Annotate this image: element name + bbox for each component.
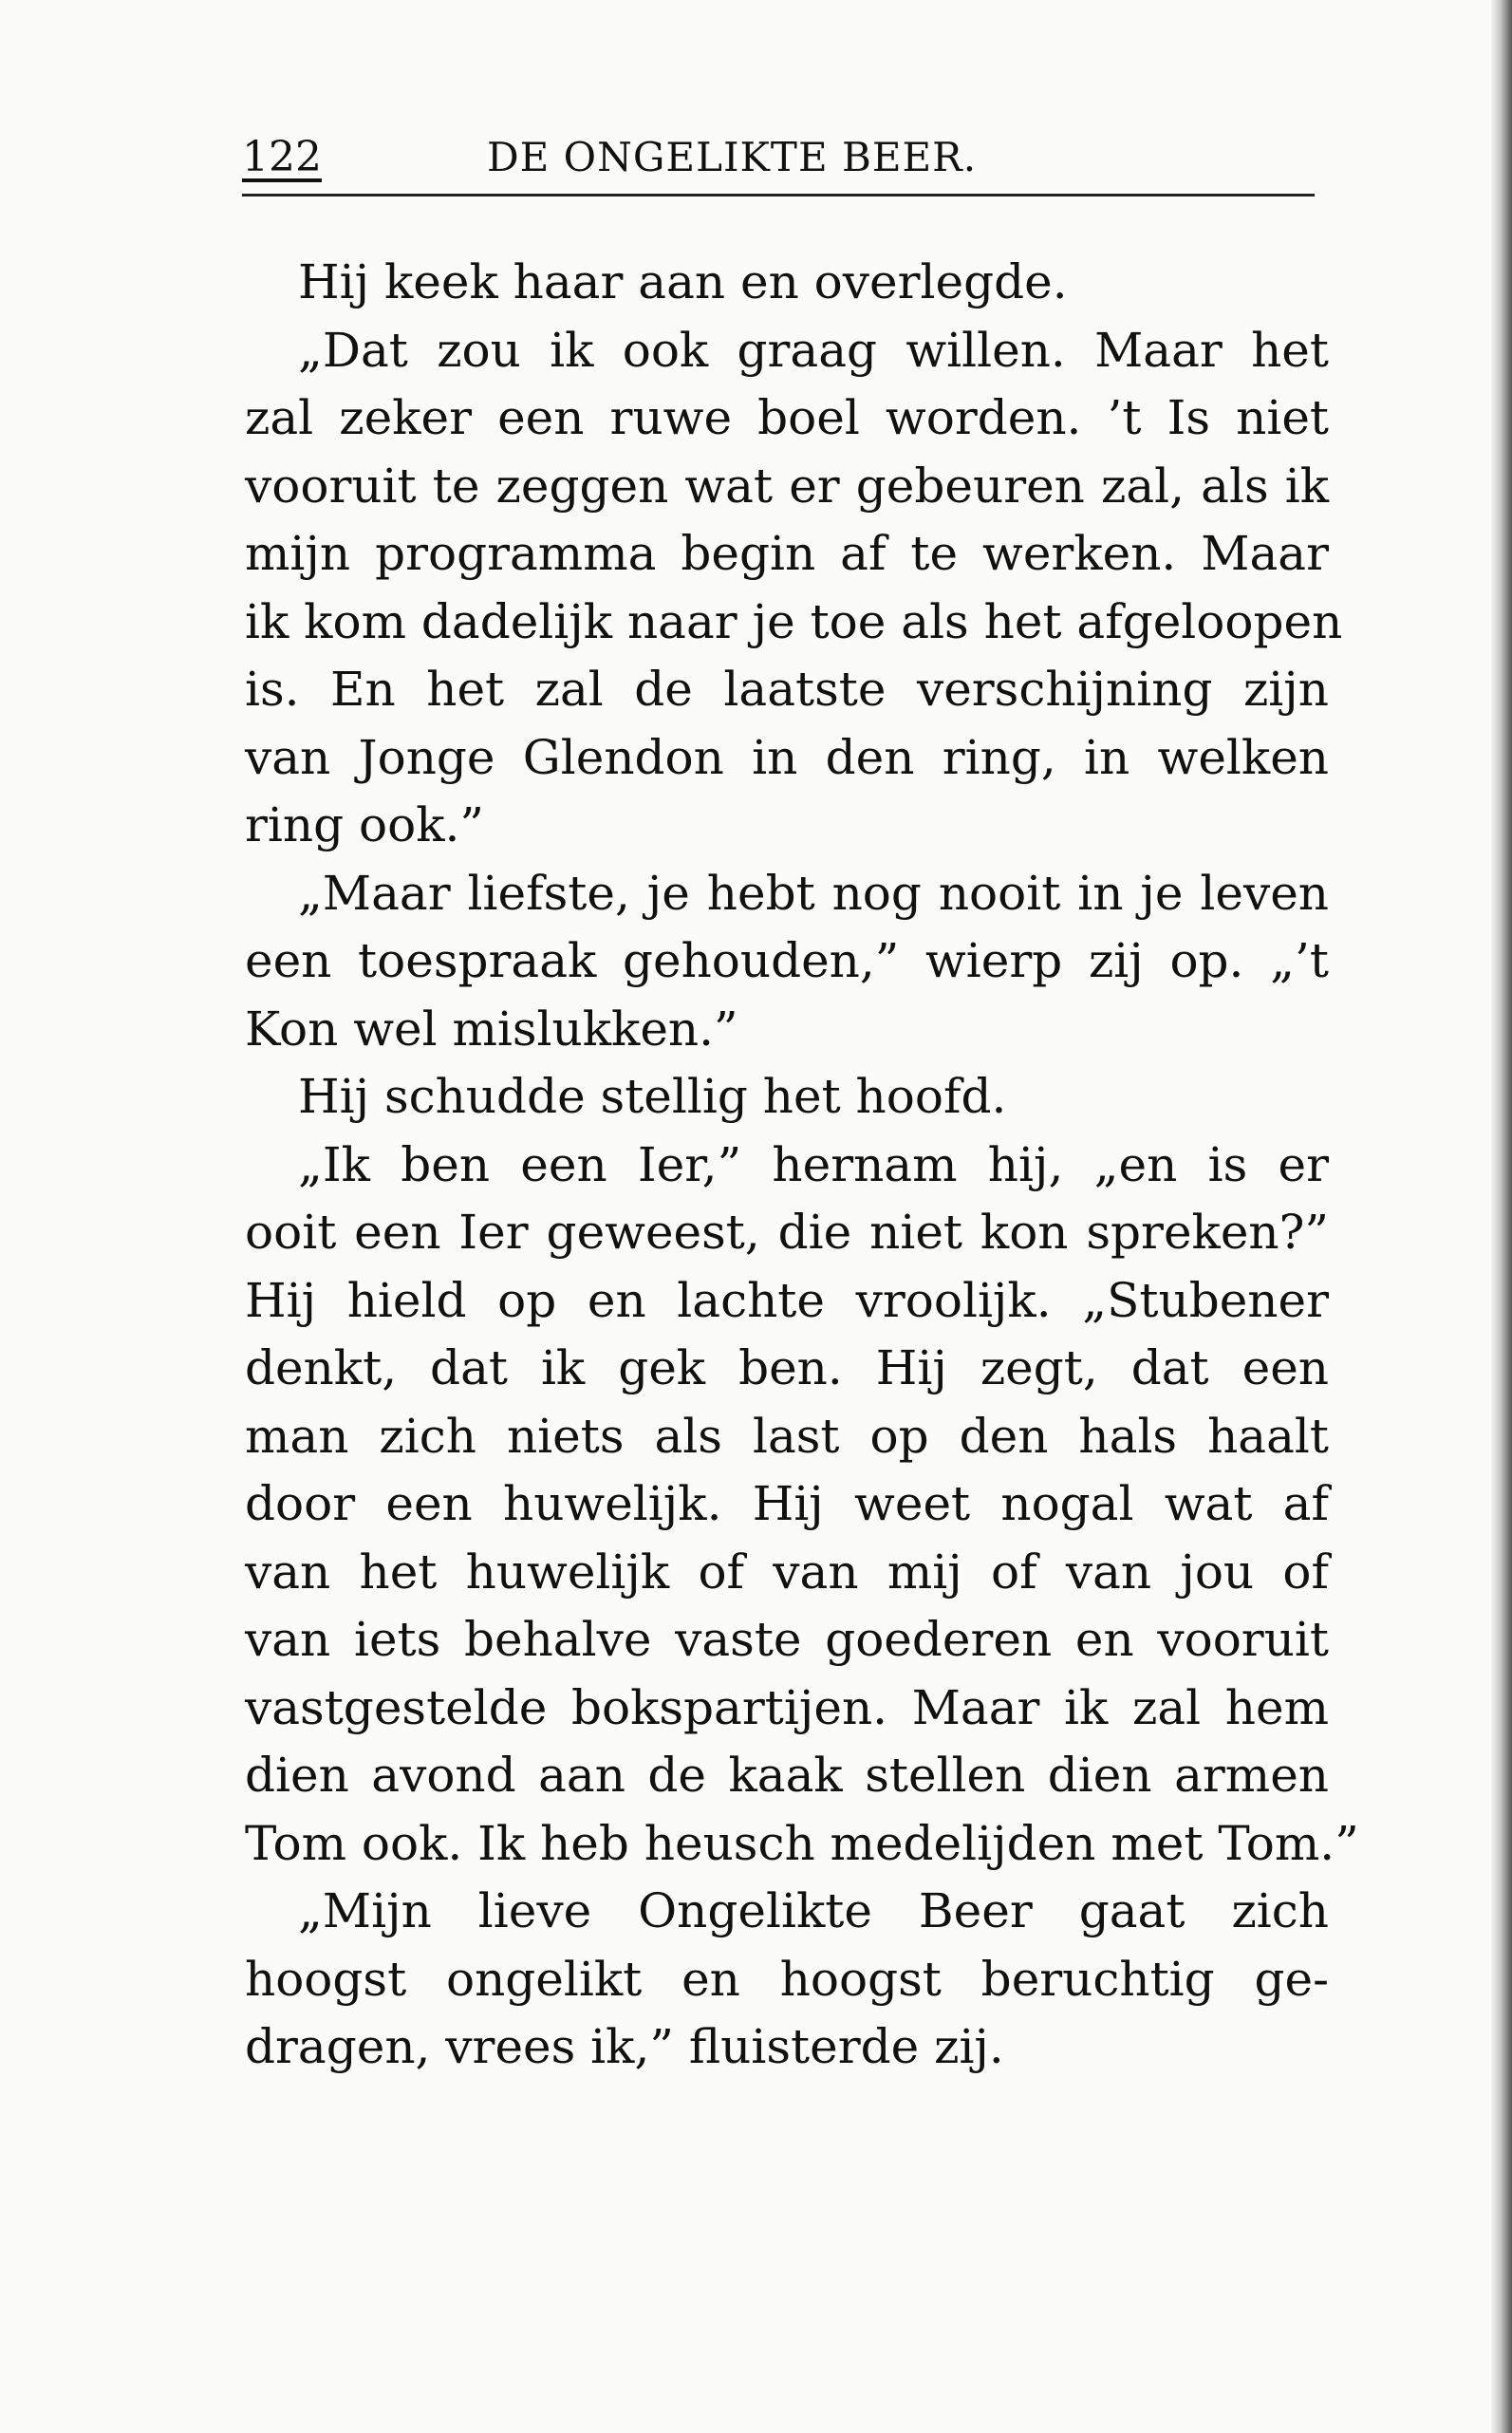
text-line: van iets behalve vaste goederen en vooruit — [245, 1612, 1329, 1667]
text-line: zal zeker een ruwe boel worden. ’t Is niet — [245, 390, 1329, 445]
scan-binding-edge — [1491, 0, 1512, 2433]
text-line: „Mijn lieve Ongelikte Beer gaat zich — [298, 1883, 1329, 1938]
text-line: hoogst ongelikt en hoogst beruchtig ge- — [245, 1951, 1329, 2007]
text-line: Hij schudde stellig het hoofd. — [298, 1069, 1007, 1124]
text-line: door een huwelijk. Hij weet nogal wat af — [245, 1476, 1329, 1531]
page-number: 122 — [242, 133, 322, 181]
text-line: mijn programma begin af te werken. Maar — [245, 526, 1329, 581]
text-line: van Jonge Glendon in den ring, in welken — [245, 729, 1329, 785]
text-line: vooruit te zeggen wat er gebeuren zal, als ik — [245, 458, 1329, 514]
text-line: van het huwelijk of van mij of van jou of — [245, 1544, 1329, 1600]
text-line: denkt, dat ik gek ben. Hij zegt, dat een — [245, 1340, 1329, 1395]
text-line: ring ook.” — [245, 797, 484, 852]
text-line: ooit een Ier geweest, die niet kon spreken?” — [245, 1205, 1329, 1260]
text-line: ik kom dadelijk naar je toe als het afgeloopen — [245, 593, 1343, 649]
text-line: Hij keek haar aan en overlegde. — [298, 254, 1068, 309]
text-line: Hij hield op en lachte vroolijk. „Stubener — [245, 1272, 1329, 1328]
running-title: DE ONGELIKTE BEER. — [487, 134, 978, 180]
body-text — [245, 249, 1359, 2082]
text-line: Tom ook. Ik heb heusch medelijden met Tom.” — [245, 1815, 1359, 1871]
text-line: „Dat zou ik ook graag willen. Maar het — [298, 322, 1329, 378]
text-line: een toespraak gehouden,” wierp zij op. „’t — [245, 933, 1329, 988]
text-line: dien avond aan de kaak stellen dien armen — [245, 1748, 1329, 1803]
text-line: man zich niets als last op den hals haalt — [245, 1408, 1329, 1464]
text-line: vastgestelde bokspartijen. Maar ik zal hem — [245, 1679, 1329, 1735]
text-line: „Ik ben een Ier,” hernam hij, „en is er — [298, 1136, 1329, 1192]
text-line: Kon wel mislukken.” — [245, 1001, 738, 1057]
page-header — [242, 122, 1315, 197]
text-line: is. En het zal de laatste verschijning zijn — [245, 662, 1329, 717]
text-line: dragen, vrees ik,” fluisterde zij. — [245, 2019, 1004, 2074]
text-line: „Maar liefste, je hebt nog nooit in je leven — [298, 865, 1329, 921]
